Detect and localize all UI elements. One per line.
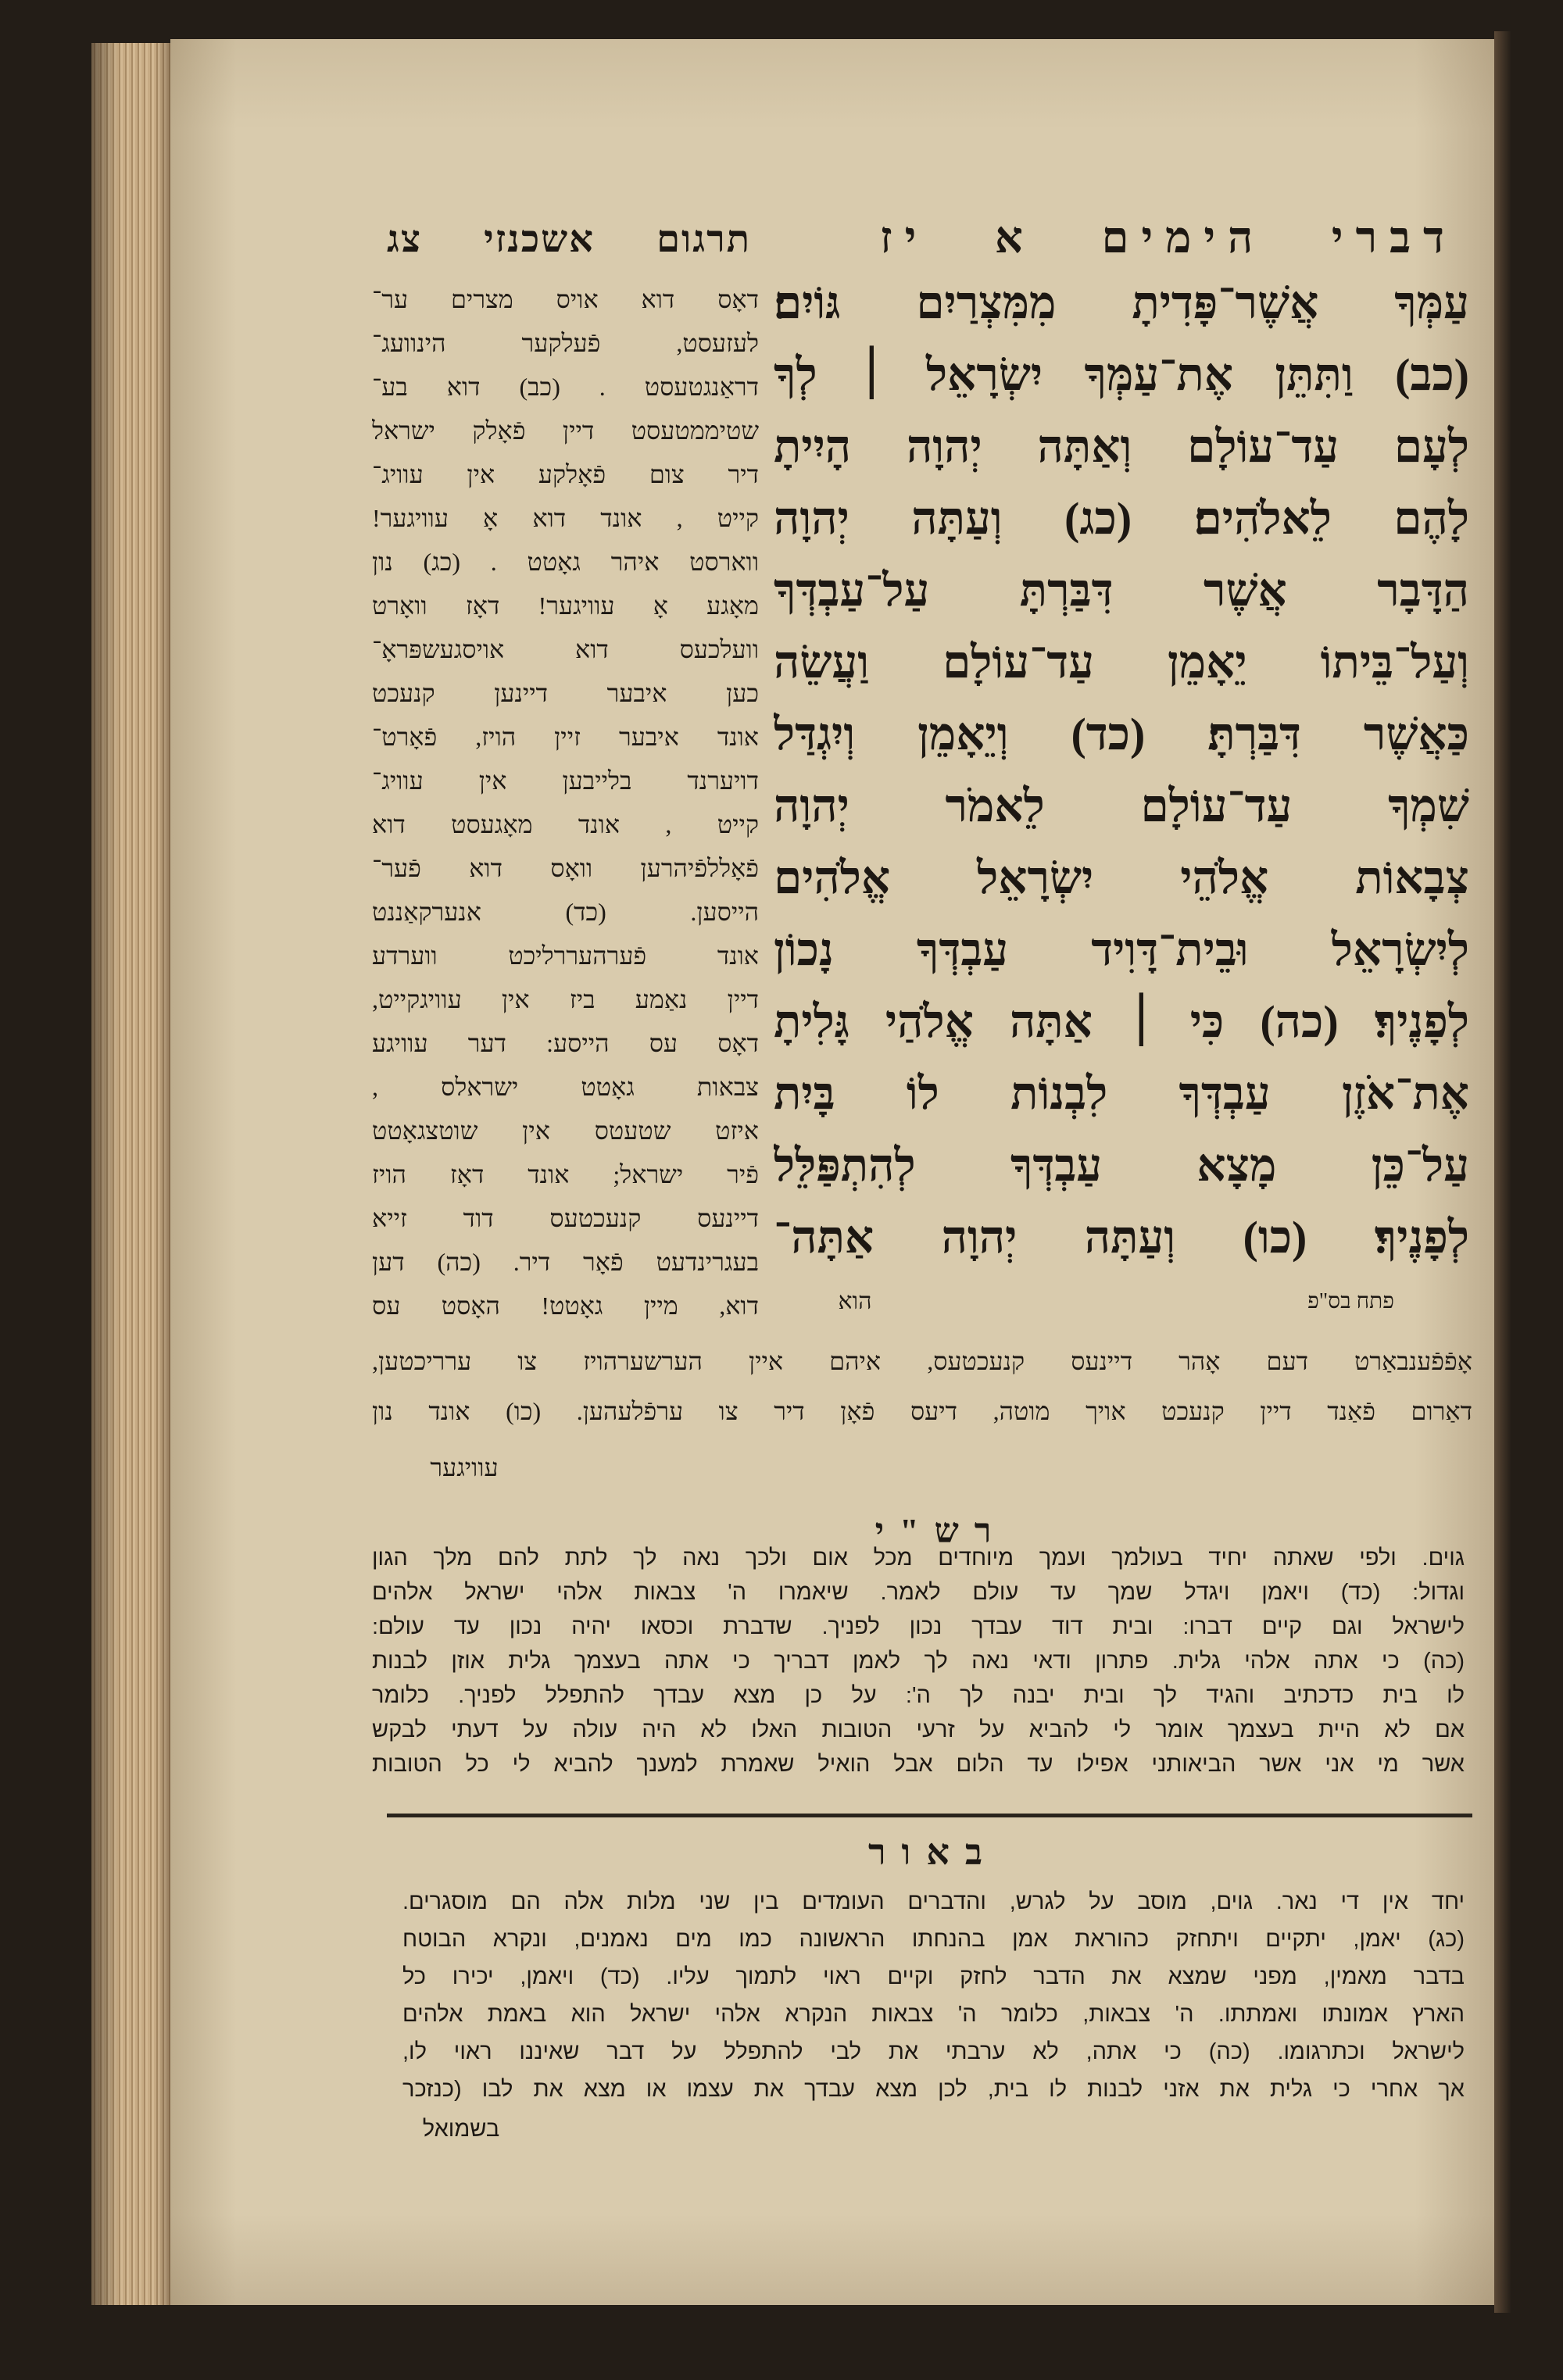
targum-line: פֿאָללפֿיהרען וואָס דוא פֿער־ — [372, 854, 759, 882]
rashi-heading: רש"י — [874, 1512, 1007, 1550]
main-text-line: צְבָאוֹת אֱלֹהֵי יִשְׂרָאֵל אֱלֹהִים — [774, 852, 1469, 903]
targum-line: אונד איבער זיין הויז, פֿאָרט־ — [372, 723, 759, 751]
rashi-line: וגדול: (כד) ויאמן ויגדל שמך עד עולם לאמר. שיאמרו ה' צבאות אלהי ישראל אלהים — [372, 1580, 1465, 1605]
targum-line: קייט , אונד מאָגעסט דוא — [372, 810, 759, 838]
running-head-targum-title: תרגום אשכנזי צג — [387, 219, 751, 260]
targum-line: דיינעס קנעכטעס דוד זייא — [372, 1204, 759, 1232]
targum-line: דוא, מיין גאָטט! האָסט עס — [372, 1292, 759, 1320]
targum-full-line: אָפֿפֿענבאַרט דעם אָהר דיינעס קנעכטעס, איהם איין הערשערהויז צו ערריכטען, — [372, 1347, 1472, 1375]
rashi-line: לישראל וגם קיים דברו: ובית דוד עבדך נכון לפניך. שדברת וכסאו יהיה נכון עד עולם: — [372, 1614, 1465, 1639]
targum-line: דיין נאַמע ביז אין עוויגקייט, — [372, 985, 759, 1013]
main-text-line: לְעָם עַד־עוֹלָם וְאַתָּה יְהוָה הָיִיתָ — [774, 421, 1469, 472]
targum-full-width-block — [372, 1336, 1472, 1436]
rashi-commentary — [372, 1541, 1465, 1781]
main-text-line: לְיִשְׂרָאֵל וּבֵית־דָּוִיד עַבְדְּךָ נָכוֹן — [774, 924, 1469, 975]
targum-line: קייט , אונד דוא אָ עוויגער! — [372, 504, 759, 532]
targum-full-line: דאַרום פֿאַנד דיין קנעכט אויך מוטה, דיעס פֿאָן דיר צו ערפֿלעהען. (כו) אונד נון — [372, 1397, 1472, 1425]
biur-line: יחד אין די נאר. גוים, מוסב על לגרש, והדברים העומדים בין שני מלות אלה הם מוסגרים. — [402, 1889, 1465, 1914]
book-page-edges — [91, 43, 170, 2305]
targum-line: שטיממטעסט דיין פֿאָלק ישראל — [372, 416, 759, 445]
main-text-line: כַּאֲשֶׁר דִּבַּרְתָּ׃ (כד) וְיֵאָמֵן וְיִגְדַּל — [774, 709, 1469, 759]
main-text-line: לָהֶם לֵאלֹהִים׃ (כג) וְעַתָּה יְהוָה — [774, 493, 1469, 544]
main-text-line: לְפָנֶיךָ׃ (כה) כִּי ׀ אַתָּה אֱלֹהַי גָּלִיתָ — [774, 996, 1469, 1047]
main-text-line: לְפָנֶיךָ׃ (כו) וְעַתָּה יְהוָה אַתָּה־ — [774, 1212, 1469, 1263]
main-text-line: עַמְּךָ אֲשֶׁר־פָּדִיתָ מִמִּצְרַיִם גּוֹיִם׃ — [774, 277, 1469, 328]
main-text-column — [774, 267, 1469, 1274]
targum-line: דויערנד בלייבען אין עוויג־ — [372, 767, 759, 795]
targum-column — [372, 277, 759, 1328]
targum-line: דאָס דוא אויס מצרים ער־ — [372, 285, 759, 313]
targum-line: לעזעסט, פֿעלקער הינוועג־ — [372, 329, 759, 357]
rashi-line: אשר מי אני אשר הביאותני אפילו עד הלום אבל הואיל שאמרת למענך להביא לי כל הטובות — [372, 1752, 1465, 1777]
targum-line: ווארסט איהר גאָטט . (כג) נון — [372, 548, 759, 576]
targum-line: בעגרינדעט פֿאָר דיר. (כה) דען — [372, 1248, 759, 1276]
targum-line: פֿיר ישראל; אונד דאָז הויז — [372, 1160, 759, 1188]
targum-line: דיר צום פֿאָלקע אין עוויג־ — [372, 460, 759, 488]
marginal-note: הוא — [838, 1288, 872, 1314]
targum-line: הייסען. (כד) אנערקאַננט — [372, 898, 759, 926]
main-text-line: וְעַל־בֵּיתוֹ יֵאָמֵן עַד־עוֹלָם וַעֲשֵׂה — [774, 637, 1469, 688]
targum-line: מאָגע אָ עוויגער! דאָז וואָרט — [372, 591, 759, 620]
targum-line: דראַנגטעסט . (כב) דוא בע־ — [372, 373, 759, 401]
book-page — [170, 39, 1494, 2305]
rashi-line: לו בית כדכתיב והגיד לך ובית יבנה לך ה': על כן מצא עבדך להתפלל לפניך. כלומר — [372, 1683, 1465, 1708]
targum-line: וועלכעס דוא אויסגעשפּראָ־ — [372, 635, 759, 663]
main-text-line: אֶת־אֹזֶן עַבְדְּךָ לִבְנוֹת לוֹ בָּיִת — [774, 1068, 1469, 1119]
biur-heading: באור — [867, 1832, 999, 1872]
targum-line: דאָס עס הייסע: דער עוויגע — [372, 1029, 759, 1057]
biur-line: בדבר מאמין, מפני שמצא את הדבר לחזק וקיים ראוי לתמוך עליו. (כד) ויאמן, יכירו כל — [402, 1964, 1465, 1989]
main-text-line: הַדָּבָר אֲשֶׁר דִּבַּרְתָּ עַל־עַבְדְּךָ — [774, 565, 1469, 616]
biur-commentary — [402, 1883, 1465, 2108]
biur-line: לישראל וכתרגומו. (כה) כי אתה, לא ערבתי את לבי להתפלל על דבר שאיננו ראוי לו, — [402, 2039, 1465, 2064]
biur-line: (כג) יאמן, יתקיים ויתחזק כהוראת אמן בהנחתו הראשונה כמו מים נאמנים, ונקרא הבוטח — [402, 1927, 1465, 1952]
masoretic-note: פתח בס"פ — [1307, 1289, 1394, 1313]
rashi-line: גוים. ולפי שאתה יחיד בעולמך ועמך מיוחדים מכל אום ולכך נאה לך לתת להם מלך הגון — [372, 1546, 1465, 1571]
main-text-line: עַל־כֵּן מָצָא עַבְדְּךָ לְהִתְפַּלֵּל — [774, 1140, 1469, 1191]
running-head-book-title: דברי הימים א יז — [880, 214, 1457, 263]
main-text-line: שִׁמְךָ עַד־עוֹלָם לֵאמֹר יְהוָה — [774, 781, 1469, 831]
rashi-line: אם לא היית בעצמך אומר לי להביא על זרעי הטובות האלו לא היה עולה על דעתי לבקש — [372, 1717, 1465, 1742]
section-divider-rule — [387, 1814, 1472, 1817]
targum-catchword: עוויגער — [430, 1453, 499, 1481]
targum-line: צבאות גאָטט ישראלס , — [372, 1073, 759, 1101]
targum-line: כען איבער דיינען קנעכט — [372, 679, 759, 707]
targum-line: איזט שטעטס אין שוטצגאָטט — [372, 1117, 759, 1145]
biur-catchword: בשמואל — [422, 2117, 500, 2142]
book-right-edge — [1494, 31, 1511, 2313]
targum-line: אונד פֿערהעררליכט ווערדע — [372, 942, 759, 970]
main-text-line: (כב) וַתִּתֵּן אֶת־עַמְּךָ יִשְׂרָאֵל ׀ לְךָ — [774, 349, 1469, 400]
rashi-line: (כה) כי אתה אלהי גלית. פתרון ודאי נאה לך לאמן דבריך כי אתה בעצמך גלית אוזן לבנות — [372, 1649, 1465, 1674]
biur-line: הארץ אמונתו ואמתתו. ה' צבאות, כלומר ה' צבאות הנקרא אלהי ישראל הוא באמת אלהים — [402, 2002, 1465, 2027]
biur-line: אך אחרי כי גלית את אזני לבנות לו בית, לכן מצא עבדך את עצמו או מצא את לבו (כנזכר — [402, 2077, 1465, 2102]
